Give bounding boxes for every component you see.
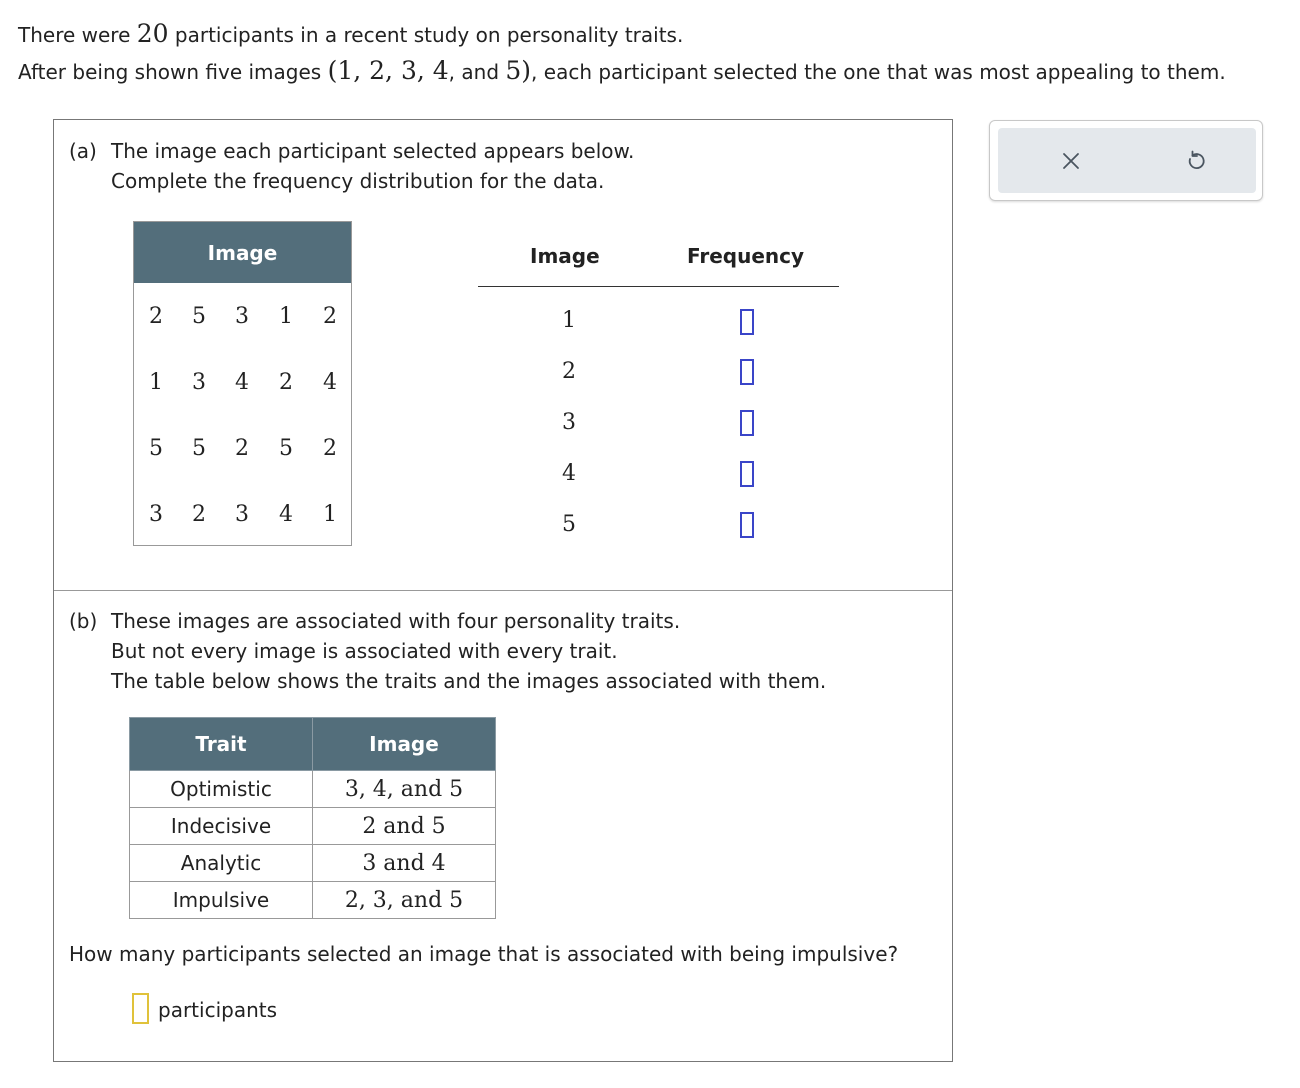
intro-line-2: After being shown five images (1, 2, 3, 4, and 5), each participant selected the one that was most appealing to them. [18, 56, 1226, 85]
trait-cell: Analytic [130, 845, 313, 882]
part-b-text-2: But not every image is associated with every trait. [111, 639, 618, 663]
data-cell: 4 [323, 370, 337, 395]
table-row [130, 845, 496, 882]
trait-images-cell: 3, 4, and 5 [313, 771, 496, 808]
data-cell: 3 [235, 304, 249, 329]
trait-images-cell: 3 and 4 [313, 845, 496, 882]
part-b-text-1: These images are associated with four personality traits. [111, 609, 681, 633]
close-icon [1061, 151, 1081, 171]
data-cell: 1 [149, 370, 163, 395]
data-cell: 2 [323, 304, 337, 329]
trait-images-cell: 2 and 5 [313, 808, 496, 845]
freq-header-frequency: Frequency [687, 244, 805, 268]
data-cell: 3 [149, 502, 163, 527]
data-grid [133, 221, 352, 546]
image-column-header: Image [313, 718, 496, 771]
data-cell: 5 [192, 304, 206, 329]
clear-button[interactable] [1055, 145, 1087, 177]
data-cell: 5 [149, 436, 163, 461]
freq-header-image: Image [530, 244, 600, 268]
part-b-label: (b) [69, 609, 98, 633]
trait-table [129, 717, 496, 919]
data-cell: 2 [235, 436, 249, 461]
data-grid-header: Image [134, 222, 351, 283]
part-b-question: How many participants selected an image that is associated with being impulsive? [69, 942, 899, 966]
freq-image-value: 5 [562, 512, 576, 537]
frequency-input-image-5[interactable] [740, 512, 754, 538]
trait-cell: Impulsive [130, 882, 313, 919]
data-cell: 2 [149, 304, 163, 329]
data-cell: 5 [279, 436, 293, 461]
undo-icon [1185, 150, 1207, 172]
table-row [130, 882, 496, 919]
data-cell: 2 [192, 502, 206, 527]
part-a-instruction-2: Complete the frequency distribution for the data. [111, 169, 605, 193]
freq-image-value: 1 [562, 308, 576, 333]
participants-answer-input[interactable] [132, 993, 149, 1024]
freq-image-value: 4 [562, 461, 576, 486]
data-cell: 1 [279, 304, 293, 329]
trait-table-header [130, 718, 496, 771]
data-cell: 4 [235, 370, 249, 395]
answer-tools-bar [998, 128, 1256, 193]
data-cell: 5 [192, 436, 206, 461]
table-row [130, 808, 496, 845]
data-cell: 4 [279, 502, 293, 527]
trait-cell: Indecisive [130, 808, 313, 845]
freq-image-value: 2 [562, 359, 576, 384]
frequency-input-image-2[interactable] [740, 359, 754, 385]
frequency-input-image-3[interactable] [740, 410, 754, 436]
data-cell: 3 [235, 502, 249, 527]
part-a-instruction-1: The image each participant selected appears below. [111, 139, 635, 163]
trait-images-cell: 2, 3, and 5 [313, 882, 496, 919]
problem-box [53, 119, 953, 1062]
answer-unit-label: participants [158, 998, 278, 1022]
section-divider [54, 590, 952, 591]
part-a-label: (a) [69, 139, 97, 163]
trait-cell: Optimistic [130, 771, 313, 808]
problem-intro [18, 16, 1226, 90]
data-cell: 3 [192, 370, 206, 395]
freq-header-rule [478, 286, 839, 287]
data-cell: 2 [279, 370, 293, 395]
part-b-text-3: The table below shows the traits and the images associated with them. [111, 669, 827, 693]
frequency-input-image-4[interactable] [740, 461, 754, 487]
data-cell: 2 [323, 436, 337, 461]
intro-line-1: There were 20 participants in a recent study on personality traits. [18, 19, 684, 48]
answer-tools-panel [989, 120, 1263, 201]
table-row [130, 771, 496, 808]
data-cell: 1 [323, 502, 337, 527]
trait-column-header: Trait [130, 718, 313, 771]
frequency-input-image-1[interactable] [740, 309, 754, 335]
freq-image-value: 3 [562, 410, 576, 435]
reset-button[interactable] [1180, 145, 1212, 177]
